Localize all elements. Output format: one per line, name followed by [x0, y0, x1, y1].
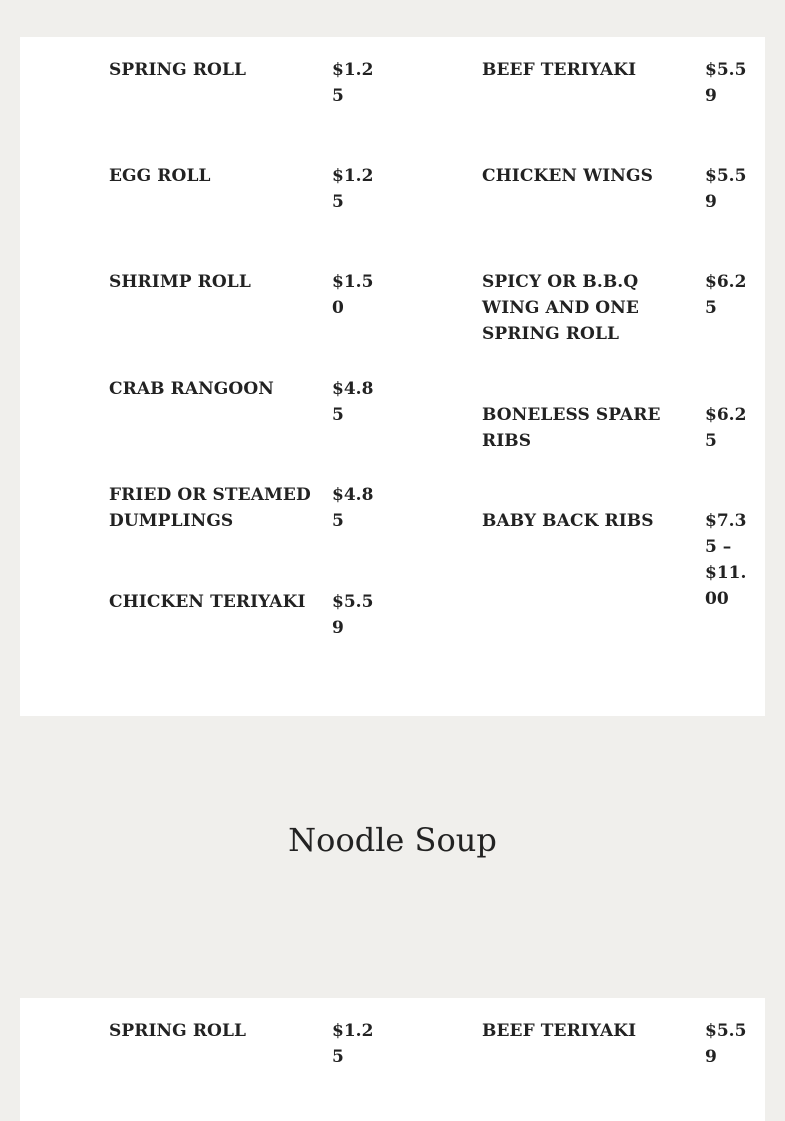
- menu-item-price: $5.59: [705, 1021, 747, 1067]
- menu-item-price: $6.25: [705, 272, 747, 318]
- menu-item-name: CHICKEN TERIYAKI: [109, 592, 306, 612]
- menu-item-price: $1.25: [332, 60, 374, 106]
- menu-item-name: SHRIMP ROLL: [109, 272, 251, 292]
- menu-item-price: $5.59: [705, 60, 747, 106]
- menu-item-name: CHICKEN WINGS: [482, 166, 653, 186]
- menu-item-name: BEEF TERIYAKI: [482, 1021, 637, 1041]
- menu-item-price: $5.59: [705, 166, 747, 212]
- menu-item-price: $1.50: [332, 272, 374, 318]
- menu-item-name: BABY BACK RIBS: [482, 511, 654, 531]
- menu-item-price: $4.85: [332, 485, 374, 531]
- section-title: Noodle Soup: [288, 821, 497, 859]
- menu-item-name: SPRING ROLL: [109, 1021, 247, 1041]
- menu-item-name: SPICY OR B.B.Q WING AND ONE SPRING ROLL: [482, 272, 639, 344]
- menu-item-price: $1.25: [332, 166, 374, 212]
- menu-item-price: $4.85: [332, 379, 374, 425]
- menu-item-price: $1.25: [332, 1021, 374, 1067]
- menu-card: [20, 37, 765, 716]
- menu-item-price: $6.25: [705, 405, 747, 451]
- menu-item-price: $7.35 – $11.00: [705, 511, 747, 609]
- menu-item-name: FRIED OR STEAMED DUMPLINGS: [109, 485, 311, 531]
- menu-item-name: BONELESS SPARE RIBS: [482, 405, 661, 451]
- menu-item-name: BEEF TERIYAKI: [482, 60, 637, 80]
- menu-card: [20, 998, 765, 1121]
- menu-item-name: EGG ROLL: [109, 166, 211, 186]
- menu-item-price: $5.59: [332, 592, 374, 638]
- menu-item-name: SPRING ROLL: [109, 60, 247, 80]
- menu-item-name: CRAB RANGOON: [109, 379, 274, 399]
